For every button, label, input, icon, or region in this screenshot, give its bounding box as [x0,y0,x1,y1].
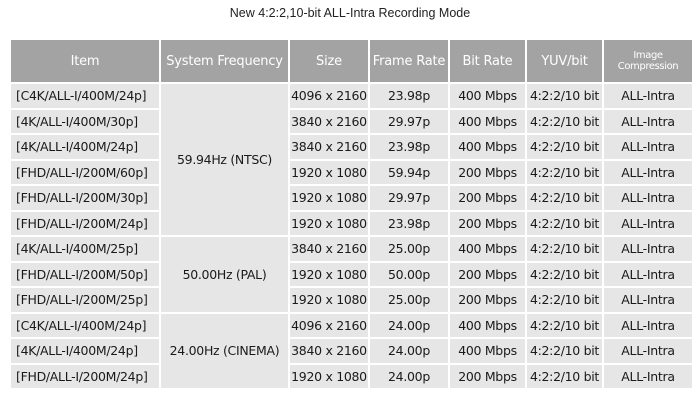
cell-bit-rate: 400 Mbps [450,84,525,108]
header-bit-rate: Bit Rate [450,40,525,82]
table-row [11,84,692,108]
cell-frame-rate: 50.00p [370,263,448,287]
table-row [11,339,692,363]
table-row [11,161,692,185]
cell-yuv-bit: 4:2:2/10 bit [527,161,602,185]
cell-image-compression: ALL-Intra [604,339,692,363]
cell-item: [FHD/ALL-I/200M/50p] [11,263,159,287]
cell-item: [4K/ALL-I/400M/24p] [11,135,159,159]
cell-size: 4096 x 2160 [290,314,368,338]
cell-system-frequency: 50.00Hz (PAL) [161,237,288,312]
cell-frame-rate: 24.00p [370,339,448,363]
cell-image-compression: ALL-Intra [604,84,692,108]
cell-image-compression: ALL-Intra [604,237,692,261]
cell-image-compression: ALL-Intra [604,263,692,287]
table-row [11,365,692,389]
cell-yuv-bit: 4:2:2/10 bit [527,135,602,159]
cell-size: 1920 x 1080 [290,186,368,210]
cell-item: [4K/ALL-I/400M/24p] [11,339,159,363]
table-row [11,110,692,134]
cell-yuv-bit: 4:2:2/10 bit [527,314,602,338]
cell-image-compression: ALL-Intra [604,288,692,312]
header-row [11,40,692,82]
cell-bit-rate: 200 Mbps [450,365,525,389]
cell-size: 3840 x 2160 [290,110,368,134]
cell-size: 3840 x 2160 [290,135,368,159]
cell-frame-rate: 24.00p [370,314,448,338]
cell-item: [FHD/ALL-I/200M/30p] [11,186,159,210]
cell-size: 3840 x 2160 [290,339,368,363]
cell-frame-rate: 25.00p [370,237,448,261]
cell-image-compression: ALL-Intra [604,314,692,338]
cell-size: 1920 x 1080 [290,263,368,287]
cell-item: [C4K/ALL-I/400M/24p] [11,314,159,338]
cell-size: 1920 x 1080 [290,161,368,185]
header-yuv-bit: YUV/bit [527,40,602,82]
cell-bit-rate: 200 Mbps [450,161,525,185]
cell-bit-rate: 400 Mbps [450,339,525,363]
cell-image-compression: ALL-Intra [604,212,692,236]
cell-frame-rate: 59.94p [370,161,448,185]
cell-yuv-bit: 4:2:2/10 bit [527,365,602,389]
table-row [11,186,692,210]
cell-yuv-bit: 4:2:2/10 bit [527,339,602,363]
table-row [11,288,692,312]
table-row [11,314,692,338]
table-body [11,84,692,388]
cell-frame-rate: 23.98p [370,84,448,108]
cell-image-compression: ALL-Intra [604,161,692,185]
cell-yuv-bit: 4:2:2/10 bit [527,237,602,261]
cell-image-compression: ALL-Intra [604,365,692,389]
table-row [11,135,692,159]
page-title: New 4:2:2,10-bit ALL-Intra Recording Mode [229,6,471,20]
recording-mode-table [9,38,694,390]
cell-size: 4096 x 2160 [290,84,368,108]
table-row [11,263,692,287]
cell-image-compression: ALL-Intra [604,186,692,210]
cell-image-compression: ALL-Intra [604,135,692,159]
cell-yuv-bit: 4:2:2/10 bit [527,212,602,236]
cell-item: [4K/ALL-I/400M/25p] [11,237,159,261]
cell-bit-rate: 200 Mbps [450,186,525,210]
header-size: Size [290,40,368,82]
cell-size: 3840 x 2160 [290,237,368,261]
cell-frame-rate: 29.97p [370,186,448,210]
cell-size: 1920 x 1080 [290,288,368,312]
cell-item: [4K/ALL-I/400M/30p] [11,110,159,134]
cell-item: [C4K/ALL-I/400M/24p] [11,84,159,108]
cell-yuv-bit: 4:2:2/10 bit [527,263,602,287]
cell-bit-rate: 200 Mbps [450,263,525,287]
cell-item: [FHD/ALL-I/200M/60p] [11,161,159,185]
cell-system-frequency: 24.00Hz (CINEMA) [161,314,288,389]
header-system-frequency: System Frequency [161,40,288,82]
header-image-compression: Image Compression [604,40,692,82]
cell-size: 1920 x 1080 [290,365,368,389]
cell-yuv-bit: 4:2:2/10 bit [527,110,602,134]
cell-frame-rate: 23.98p [370,212,448,236]
cell-size: 1920 x 1080 [290,212,368,236]
header-frame-rate: Frame Rate [370,40,448,82]
cell-yuv-bit: 4:2:2/10 bit [527,84,602,108]
cell-bit-rate: 400 Mbps [450,110,525,134]
cell-yuv-bit: 4:2:2/10 bit [527,186,602,210]
cell-bit-rate: 400 Mbps [450,237,525,261]
cell-frame-rate: 23.98p [370,135,448,159]
cell-bit-rate: 200 Mbps [450,288,525,312]
cell-item: [FHD/ALL-I/200M/24p] [11,365,159,389]
cell-bit-rate: 400 Mbps [450,314,525,338]
cell-item: [FHD/ALL-I/200M/24p] [11,212,159,236]
header-item: Item [11,40,159,82]
cell-yuv-bit: 4:2:2/10 bit [527,288,602,312]
cell-bit-rate: 400 Mbps [450,135,525,159]
table-row [11,237,692,261]
cell-frame-rate: 29.97p [370,110,448,134]
cell-item: [FHD/ALL-I/200M/25p] [11,288,159,312]
cell-frame-rate: 24.00p [370,365,448,389]
cell-image-compression: ALL-Intra [604,110,692,134]
cell-frame-rate: 25.00p [370,288,448,312]
table-row [11,212,692,236]
cell-system-frequency: 59.94Hz (NTSC) [161,84,288,235]
cell-bit-rate: 200 Mbps [450,212,525,236]
